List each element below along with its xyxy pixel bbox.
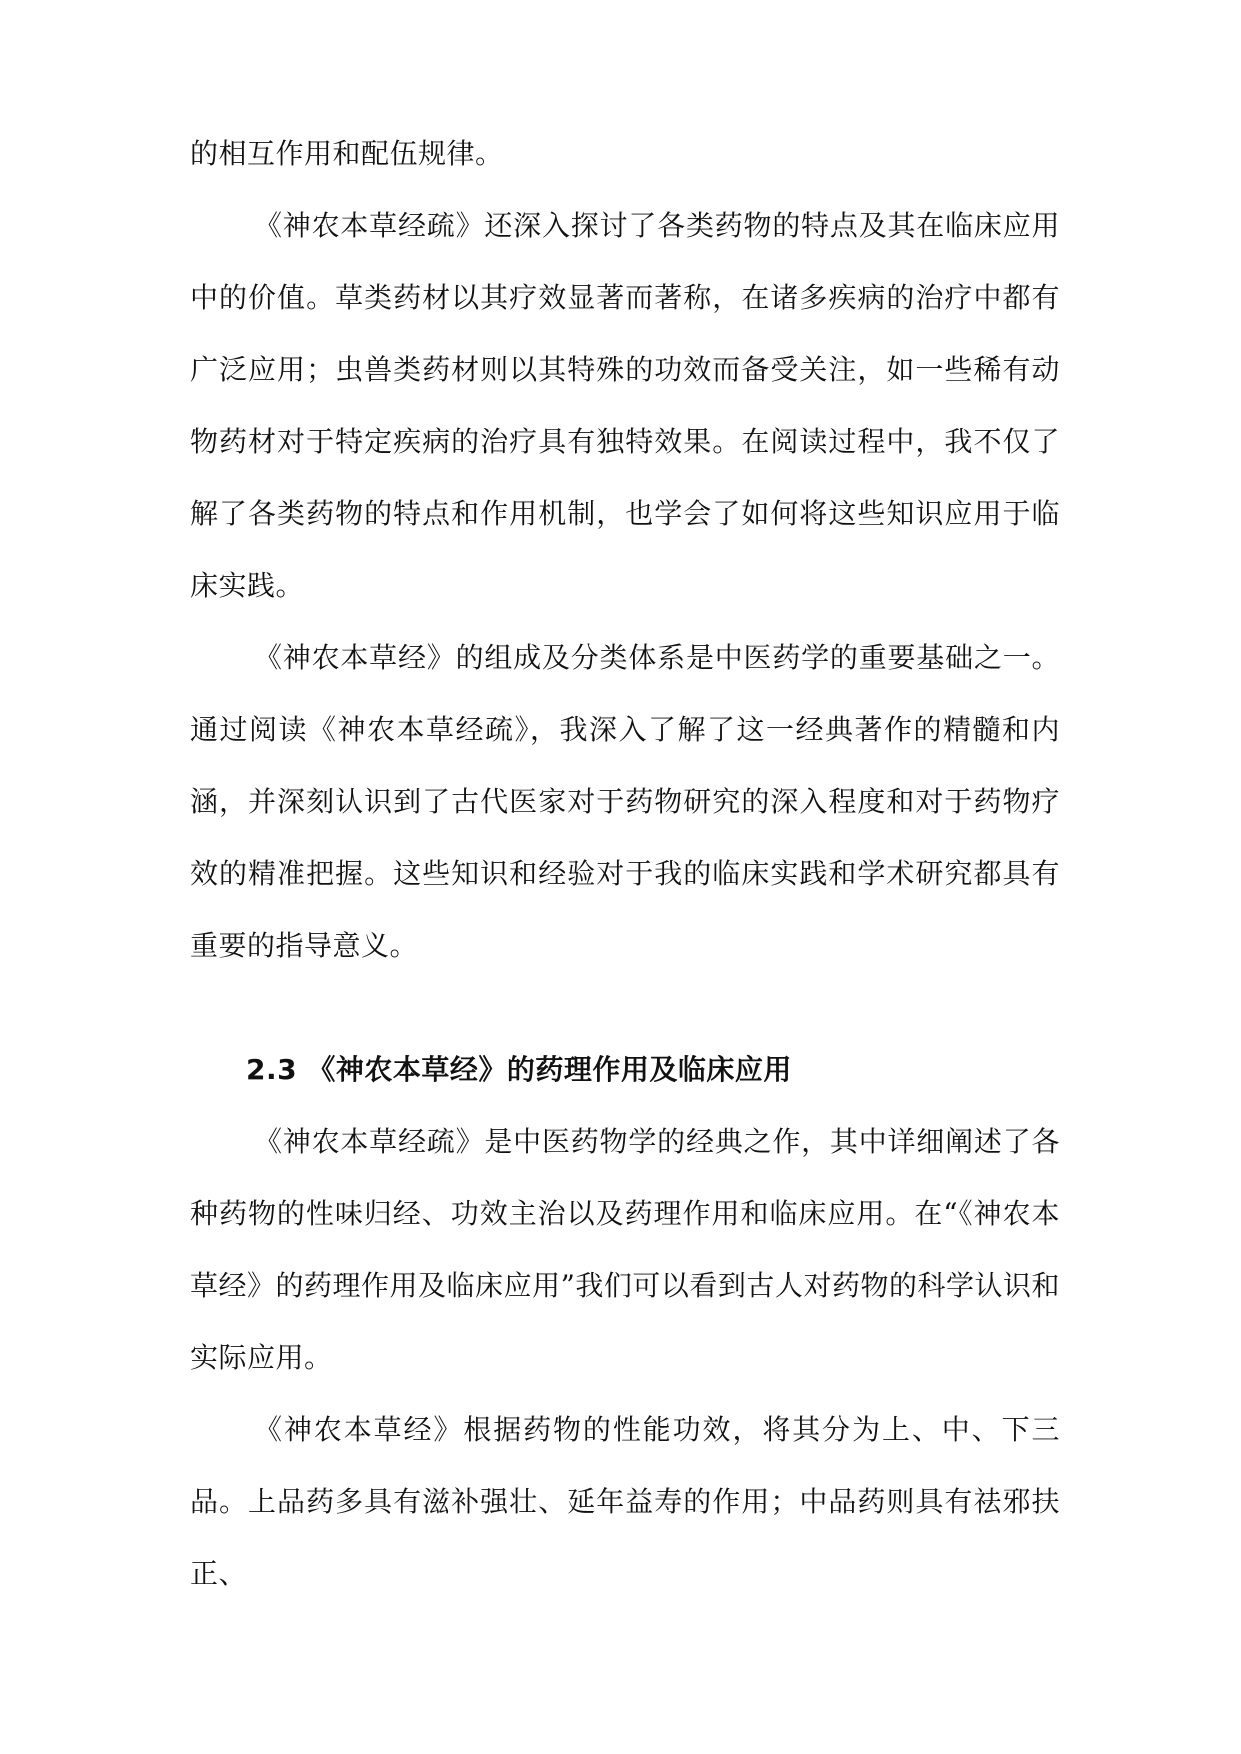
paragraph-drug-characteristics: 《神农本草经疏》还深入探讨了各类药物的特点及其在临床应用中的价值。草类药材以其疗效显著而著称，在诸多疾病的治疗中都有广泛应用；虫兽类药材则以其特殊的功效而备受关注，如一些稀有动物药材对于特定疾病的治疗具有独特效果。在阅读过程中，我不仅了解了各类药物的特点和作用机制，也学会了如何将这些知识应用于临床实践。 <box>190 209 1060 602</box>
section-heading: 2.3 《神农本草经》的药理作用及临床应用 <box>246 1053 792 1086</box>
document-body <box>190 118 1060 1610</box>
paragraph-continuation: 的相互作用和配伍规律。 <box>190 137 504 170</box>
paragraph-classification-system: 《神农本草经》的组成及分类体系是中医药学的重要基础之一。通过阅读《神农本草经疏》，我深入了解了这一经典著作的精髓和内涵，并深刻认识到了古代医家对于药物研究的深入程度和对于药物疗效的精准把握。这些知识和经验对于我的临床实践和学术研究都具有重要的指导意义。 <box>190 641 1060 962</box>
paragraph-pharmacology-intro: 《神农本草经疏》是中医药物学的经典之作，其中详细阐述了各种药物的性味归经、功效主治以及药理作用和临床应用。在“《神农本草经》的药理作用及临床应用”我们可以看到古人对药物的科学认识和实际应用。 <box>190 1125 1060 1374</box>
paragraph-three-grades: 《神农本草经》根据药物的性能功效，将其分为上、中、下三品。上品药多具有滋补强壮、延年益寿的作用；中品药则具有祛邪扶正、 <box>190 1413 1060 1590</box>
section-spacer <box>190 982 1060 1034</box>
